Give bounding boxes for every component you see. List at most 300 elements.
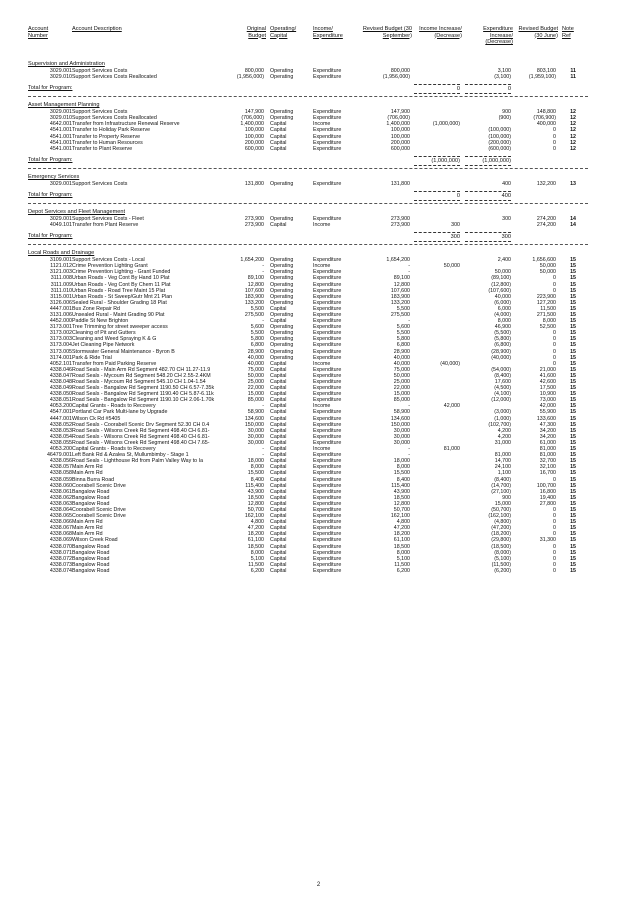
- cell-operating-capital: Capital: [270, 464, 287, 471]
- cell-account-number: 4338.060: [49, 482, 72, 489]
- cell-income-expenditure: Income: [313, 263, 331, 270]
- program-total-row: [28, 155, 612, 165]
- cell-expenditure-increase: (6,200): [494, 567, 511, 574]
- cell-revised-budget: 8,400: [396, 476, 410, 483]
- cell-revised-budget-june: 42,600: [539, 379, 556, 385]
- cell-expenditure-increase: 15,000: [494, 500, 511, 507]
- cell-expenditure-increase: 900: [502, 109, 511, 116]
- cell-expenditure-increase: (89,100): [491, 275, 511, 282]
- cell-account-description: Road Seals - Lighthouse Rd from Palm Valley Way to Ia: [72, 458, 204, 465]
- cell-account-description: Transfer to Plant Reserve: [72, 145, 133, 152]
- cell-original-budget: 100,000: [244, 133, 264, 140]
- cell-revised-budget-june: 47,300: [539, 421, 556, 428]
- cell-expenditure-increase: 24,100: [494, 464, 511, 471]
- cell-original-budget: 15,500: [247, 470, 264, 477]
- cell-account-description: Tree Trimming for street sweeper access: [72, 324, 168, 331]
- cell-income-expenditure: Expenditure: [313, 555, 342, 562]
- cell-income-expenditure: Expenditure: [313, 415, 342, 422]
- cell-account-description: Road Seals - Wilsons Creek Rd Segment 498.40 CH 7.65-: [72, 439, 210, 446]
- cell-revised-budget-june: 0: [553, 354, 556, 361]
- cell-revised-budget: 100,000: [390, 133, 410, 140]
- cell-revised-budget-june: 0: [553, 336, 556, 343]
- cell-revised-budget: 15,000: [393, 391, 410, 398]
- cell-note-ref: 15: [570, 458, 576, 465]
- cell-account-description: Transfer from Plant Reserve: [72, 222, 139, 229]
- cell-operating-capital: Capital: [270, 531, 287, 538]
- cell-revised-budget: 131,800: [390, 180, 410, 187]
- cell-account-description: Road Seals - Bangalow Rd Segment 1190.40 CH 5.87-6.11k: [72, 391, 214, 398]
- cell-account-description: Coorabell Scenic Drive: [72, 482, 126, 489]
- cell-revised-budget-june: 274,200: [536, 215, 556, 222]
- cell-revised-budget-june: 42,000: [539, 403, 556, 410]
- cell-revised-budget-june: 0: [553, 127, 556, 134]
- cell-account-number: 4052.101: [49, 360, 72, 367]
- cell-note-ref: 15: [570, 561, 576, 568]
- cell-operating-capital: Capital: [270, 537, 287, 544]
- cell-expenditure-increase: 50,000: [494, 269, 511, 276]
- total-expenditure: 400: [465, 191, 511, 201]
- cell-account-number: 4541.001: [49, 145, 72, 152]
- cell-revised-budget-june: 16,700: [539, 470, 556, 477]
- table-row: [28, 146, 612, 152]
- cell-expenditure-increase: (40,000): [491, 354, 511, 361]
- cell-revised-budget-june: 0: [553, 342, 556, 349]
- cell-revised-budget: -: [408, 452, 410, 459]
- cell-revised-budget: 89,100: [393, 275, 410, 282]
- header-revised-budget-june: Revised Budget (30 June): [518, 26, 558, 39]
- cell-original-budget: 147,900: [244, 109, 264, 116]
- cell-original-budget: 61,100: [247, 537, 264, 544]
- cell-account-description: Transfer to Human Resources: [72, 139, 143, 146]
- cell-original-budget: 200,000: [244, 139, 264, 146]
- cell-account-number: 4053.200: [49, 403, 72, 410]
- cell-account-description: Road Seals - Main Arm Rd Segment 482.70 CH 11.27-11.9: [72, 366, 211, 373]
- cell-operating-capital: Operating: [270, 336, 294, 343]
- cell-note-ref: 15: [570, 500, 576, 507]
- cell-revised-budget: 1,400,000: [386, 121, 410, 128]
- cell-revised-budget: 162,100: [390, 513, 410, 520]
- cell-account-description: Bangalow Road: [72, 549, 110, 556]
- cell-account-description: Sealed Rural - Shoulder Grading 18 Plat: [72, 299, 167, 306]
- cell-income-expenditure: Expenditure: [313, 494, 342, 501]
- cell-note-ref: 15: [570, 525, 576, 532]
- total-expenditure: 300: [465, 232, 511, 242]
- cell-revised-budget: 18,500: [393, 543, 410, 550]
- cell-note-ref: 15: [570, 421, 576, 428]
- cell-operating-capital: Operating: [270, 74, 294, 81]
- cell-expenditure-increase: (107,600): [488, 287, 511, 294]
- cell-note-ref: 15: [570, 397, 576, 404]
- cell-operating-capital: Capital: [270, 397, 287, 404]
- cell-operating-capital: Capital: [270, 318, 287, 325]
- cell-account-description: Urban Roads - Veg Cont By Hand 10 Plat: [72, 275, 170, 282]
- cell-operating-capital: Capital: [270, 439, 287, 446]
- cell-original-budget: 133,200: [244, 299, 264, 306]
- cell-note-ref: 15: [570, 476, 576, 483]
- cell-expenditure-increase: 2,400: [497, 257, 511, 264]
- cell-account-number: 3111.008: [50, 275, 72, 282]
- cell-note-ref: 15: [570, 470, 576, 477]
- cell-income-expenditure: Expenditure: [313, 299, 342, 306]
- cell-account-number: 4338.071: [49, 549, 72, 556]
- cell-operating-capital: Capital: [270, 433, 287, 440]
- cell-note-ref: 14: [570, 215, 576, 222]
- cell-original-budget: 18,200: [247, 531, 264, 538]
- cell-account-number: 4338.073: [49, 561, 72, 568]
- cell-operating-capital: Capital: [270, 555, 287, 562]
- cell-income-expenditure: Income: [313, 222, 331, 229]
- cell-revised-budget-june: 0: [553, 549, 556, 556]
- cell-original-budget: 273,900: [244, 222, 264, 229]
- cell-revised-budget-june: 132,200: [536, 180, 556, 187]
- cell-income-expenditure: Expenditure: [313, 330, 342, 337]
- cell-operating-capital: Operating: [270, 330, 294, 337]
- cell-original-budget: 89,100: [247, 275, 264, 282]
- cell-account-number: 4338.058: [49, 470, 72, 477]
- cell-original-budget: 5,600: [250, 324, 264, 331]
- cell-original-budget: 100,000: [244, 127, 264, 134]
- cell-original-budget: 6,800: [250, 342, 264, 349]
- cell-operating-capital: Operating: [270, 275, 294, 282]
- cell-revised-budget-june: 274,200: [536, 222, 556, 229]
- cell-revised-budget: 273,900: [390, 222, 410, 229]
- cell-income-expenditure: Expenditure: [313, 488, 342, 495]
- cell-revised-budget-june: 8,000: [542, 318, 556, 325]
- table-row: [28, 222, 612, 228]
- cell-revised-budget-june: 0: [553, 330, 556, 337]
- cell-original-budget: 40,000: [247, 360, 264, 367]
- cell-operating-capital: Operating: [270, 354, 294, 361]
- cell-account-number: 4338.050: [49, 391, 72, 398]
- cell-expenditure-increase: (12,800): [491, 281, 511, 288]
- cell-expenditure-increase: (1,000): [494, 415, 511, 422]
- cell-revised-budget-june: 17,500: [539, 385, 556, 392]
- cell-account-description: Capital Grants - Roads to Recovery: [72, 446, 156, 453]
- cell-note-ref: 13: [570, 180, 576, 187]
- cell-operating-capital: Capital: [270, 127, 287, 134]
- cell-revised-budget-june: 41,600: [539, 372, 556, 379]
- cell-expenditure-increase: (5,500): [494, 330, 511, 337]
- cell-account-description: Road Seals - Wilsons Creek Rd Segment 498.40 CH 6.81-: [72, 427, 210, 434]
- cell-revised-budget-june: 0: [553, 145, 556, 152]
- cell-note-ref: 15: [570, 372, 576, 379]
- cell-account-number: 3174.001: [49, 354, 72, 361]
- cell-original-budget: -: [262, 318, 264, 325]
- cell-account-description: Main Arm Rd: [72, 470, 103, 477]
- cell-revised-budget-june: 61,000: [539, 439, 556, 446]
- cell-operating-capital: Capital: [270, 379, 287, 385]
- cell-revised-budget-june: 55,900: [539, 409, 556, 416]
- cell-expenditure-increase: (5,800): [494, 336, 511, 343]
- total-expenditure: (1,000,000): [465, 156, 511, 166]
- cell-revised-budget-june: 0: [553, 133, 556, 140]
- cell-operating-capital: Operating: [270, 299, 294, 306]
- cell-original-budget: 162,100: [244, 513, 264, 520]
- cell-income-expenditure: Expenditure: [313, 561, 342, 568]
- cell-income-expenditure: Expenditure: [313, 372, 342, 379]
- cell-revised-budget-june: 148,800: [536, 109, 556, 116]
- section-title: Supervision and Administration: [28, 61, 105, 67]
- cell-original-budget: 43,900: [247, 488, 264, 495]
- cell-account-number: 3173.004: [49, 342, 72, 349]
- cell-note-ref: 12: [570, 109, 576, 116]
- cell-revised-budget: 5,800: [396, 336, 410, 343]
- cell-revised-budget: 8,000: [396, 464, 410, 471]
- cell-income-expenditure: Expenditure: [313, 482, 342, 489]
- cell-note-ref: 15: [570, 433, 576, 440]
- cell-revised-budget: 200,000: [390, 139, 410, 146]
- header-note-ref: Note Ref: [562, 26, 574, 39]
- cell-account-description: Support Services Costs: [72, 180, 128, 187]
- cell-expenditure-increase: (8,000): [494, 549, 511, 556]
- section-title: Asset Management Planning: [28, 102, 100, 109]
- cell-note-ref: 15: [570, 519, 576, 526]
- cell-revised-budget-june: 803,100: [536, 68, 556, 74]
- cell-original-budget: 5,100: [250, 555, 264, 562]
- cell-original-budget: 800,000: [244, 68, 264, 74]
- cell-operating-capital: Operating: [270, 281, 294, 288]
- cell-income-expenditure: Expenditure: [313, 427, 342, 434]
- cell-note-ref: 15: [570, 366, 576, 373]
- cell-expenditure-increase: 31,000: [494, 439, 511, 446]
- cell-note-ref: 15: [570, 427, 576, 434]
- cell-revised-budget: 22,000: [393, 385, 410, 392]
- cell-note-ref: 12: [570, 133, 576, 140]
- cell-revised-budget: 30,000: [393, 439, 410, 446]
- cell-income-expenditure: Expenditure: [313, 180, 342, 187]
- cell-revised-budget-june: 32,700: [539, 458, 556, 465]
- cell-expenditure-increase: (28,900): [491, 348, 511, 355]
- cell-revised-budget: 61,100: [393, 537, 410, 544]
- cell-note-ref: 15: [570, 531, 576, 538]
- cell-account-description: Support Services Costs - Local: [72, 257, 145, 264]
- cell-operating-capital: Operating: [270, 180, 294, 187]
- cell-original-budget: 30,000: [247, 439, 264, 446]
- cell-revised-budget: 150,000: [390, 421, 410, 428]
- cell-account-number: 3029.001: [49, 68, 72, 74]
- cell-revised-budget-june: 32,100: [539, 464, 556, 471]
- cell-operating-capital: Operating: [270, 109, 294, 116]
- cell-operating-capital: Operating: [270, 269, 294, 276]
- cell-revised-budget: 147,900: [390, 109, 410, 116]
- cell-note-ref: 15: [570, 299, 576, 306]
- cell-note-ref: 15: [570, 348, 576, 355]
- cell-account-number: 3029.010: [49, 115, 72, 122]
- cell-note-ref: 15: [570, 336, 576, 343]
- cell-note-ref: 12: [570, 139, 576, 146]
- cell-expenditure-increase: 400: [502, 180, 511, 187]
- cell-note-ref: 15: [570, 494, 576, 501]
- cell-revised-budget-june: 52,500: [539, 324, 556, 331]
- cell-account-description: Crime Prevention Lighting Grant: [72, 263, 148, 270]
- cell-account-number: 4338.048: [49, 379, 72, 385]
- cell-income-expenditure: Expenditure: [313, 215, 342, 222]
- cell-income-expenditure: Expenditure: [313, 476, 342, 483]
- cell-note-ref: 15: [570, 360, 576, 367]
- cell-note-ref: 15: [570, 439, 576, 446]
- cell-note-ref: 15: [570, 311, 576, 318]
- cell-revised-budget-june: 0: [553, 139, 556, 146]
- cell-original-budget: 115,400: [245, 482, 264, 489]
- cell-account-description: Urban Roads - Veg Cont By Chem 11 Plat: [72, 281, 171, 288]
- cell-account-number: 4338.047: [49, 372, 72, 379]
- cell-account-number: 4642.001: [49, 121, 72, 128]
- cell-account-description: Main Arm Rd: [72, 531, 103, 538]
- cell-operating-capital: Capital: [270, 500, 287, 507]
- cell-income-expenditure: Expenditure: [313, 287, 342, 294]
- cell-account-description: Transfer from Infrastructure Renewal Reserve: [72, 121, 180, 128]
- table-row: [28, 181, 612, 187]
- total-label: Total for Program:: [28, 191, 73, 198]
- cell-account-number: 4338.070: [49, 543, 72, 550]
- cell-income-expenditure: Expenditure: [313, 133, 342, 140]
- cell-note-ref: 15: [570, 409, 576, 416]
- cell-account-description: Main Arm Rd: [72, 525, 103, 532]
- cell-income-expenditure: Expenditure: [313, 257, 342, 264]
- cell-original-budget: 18,000: [247, 458, 264, 465]
- cell-income-expenditure: Expenditure: [313, 567, 342, 574]
- table-header: [28, 26, 612, 56]
- cell-revised-budget: 183,900: [390, 293, 410, 300]
- cell-operating-capital: Operating: [270, 348, 294, 355]
- cell-income-expenditure: Income: [313, 403, 331, 410]
- cell-revised-budget-june: 133,600: [536, 415, 556, 422]
- cell-revised-budget: 5,500: [396, 330, 410, 337]
- cell-note-ref: 15: [570, 330, 576, 337]
- cell-income-expenditure: Income: [313, 360, 331, 367]
- cell-income-expenditure: Expenditure: [313, 421, 342, 428]
- cell-note-ref: 11: [570, 68, 576, 74]
- cell-revised-budget: 28,900: [393, 348, 410, 355]
- cell-original-budget: 75,000: [247, 366, 264, 373]
- cell-account-description: Road Seals - Bangalow Rd Segment 1190.50 CH 6.57-7.35k: [72, 385, 215, 392]
- cell-account-number: 4338.051: [49, 397, 72, 404]
- table-row: [28, 74, 612, 80]
- cell-revised-budget: 8,000: [396, 549, 410, 556]
- cell-revised-budget: 58,900: [393, 409, 410, 416]
- cell-note-ref: 15: [570, 567, 576, 574]
- cell-note-ref: 15: [570, 446, 576, 453]
- cell-operating-capital: Operating: [270, 287, 294, 294]
- cell-original-budget: 50,700: [247, 506, 264, 513]
- cell-revised-budget: 47,200: [393, 525, 410, 532]
- cell-account-description: Support Services Costs: [72, 68, 128, 74]
- cell-expenditure-increase: 1,100: [497, 470, 511, 477]
- cell-note-ref: 12: [570, 121, 576, 128]
- cell-income-expenditure: Expenditure: [313, 318, 342, 325]
- cell-note-ref: 15: [570, 342, 576, 349]
- cell-note-ref: 15: [570, 488, 576, 495]
- cell-note-ref: 15: [570, 464, 576, 471]
- header-expenditure-increase: Expenditure Increase/ (Decrease): [483, 26, 513, 45]
- page-number: 2: [316, 882, 321, 888]
- cell-operating-capital: Capital: [270, 513, 287, 520]
- cell-account-number: 4338.068: [49, 531, 72, 538]
- cell-account-description: Bangalow Road: [72, 500, 110, 507]
- section-divider: [28, 203, 588, 204]
- cell-operating-capital: Capital: [270, 139, 287, 146]
- cell-income-increase: 50,000: [443, 263, 460, 270]
- cell-revised-budget-june: 0: [553, 281, 556, 288]
- cell-income-expenditure: Expenditure: [313, 500, 342, 507]
- cell-original-budget: 600,000: [244, 145, 264, 152]
- cell-original-budget: 275,500: [244, 311, 264, 318]
- cell-expenditure-increase: (162,100): [488, 513, 511, 520]
- cell-revised-budget: 275,500: [390, 311, 410, 318]
- cell-account-number: 3111.009: [50, 281, 72, 288]
- cell-account-description: Portland Car Park Multi-lane by Upgrade: [72, 409, 168, 416]
- cell-revised-budget-june: 0: [553, 531, 556, 538]
- cell-operating-capital: Capital: [270, 452, 287, 459]
- cell-operating-capital: Capital: [270, 446, 287, 453]
- cell-note-ref: 15: [570, 403, 576, 410]
- cell-revised-budget-june: 0: [553, 567, 556, 574]
- cell-note-ref: 15: [570, 482, 576, 489]
- cell-income-increase: (1,000,000): [432, 121, 460, 128]
- cell-operating-capital: Operating: [270, 293, 294, 300]
- cell-note-ref: 15: [570, 379, 576, 385]
- cell-note-ref: 15: [570, 354, 576, 361]
- cell-revised-budget-june: 0: [553, 561, 556, 568]
- cell-operating-capital: Capital: [270, 427, 287, 434]
- cell-original-budget: 5,800: [250, 336, 264, 343]
- cell-revised-budget-june: 81,000: [539, 452, 556, 459]
- cell-revised-budget-june: 34,200: [539, 433, 556, 440]
- cell-note-ref: 15: [570, 318, 576, 325]
- cell-account-description: Unsealed Rural - Maint Grading 90 Plat: [72, 311, 165, 318]
- cell-income-expenditure: Expenditure: [313, 68, 342, 74]
- cell-revised-budget: 107,600: [390, 287, 410, 294]
- cell-revised-budget: 1,654,200: [386, 257, 410, 264]
- cell-revised-budget-june: 50,000: [539, 269, 556, 276]
- cell-account-description: Cleaning of Pit and Gutters: [72, 330, 136, 337]
- cell-original-budget: -: [262, 452, 264, 459]
- cell-original-budget: 1,654,200: [240, 257, 264, 264]
- header-revised-budget: Revised Budget (30 September): [362, 26, 412, 39]
- section-divider: [28, 96, 588, 97]
- cell-note-ref: 15: [570, 305, 576, 312]
- cell-account-description: Coorabell Scenic Drive: [72, 513, 126, 520]
- cell-income-increase: 300: [451, 222, 460, 229]
- cell-account-description: Park & Ride Trial: [72, 354, 112, 361]
- cell-account-description: Road Seals - Mycoum Rd Segment 545.10 CH 1.04-1.54: [72, 379, 206, 385]
- cell-revised-budget: -: [408, 318, 410, 325]
- total-income: 0: [414, 191, 460, 201]
- cell-account-description: Road Seals - Coorabell Scenic Drv Segment 52.30 CH 0.4: [72, 421, 210, 428]
- cell-income-expenditure: Expenditure: [313, 513, 342, 520]
- cell-account-number: 4338.064: [49, 506, 72, 513]
- cell-note-ref: 15: [570, 543, 576, 550]
- cell-note-ref: 15: [570, 506, 576, 513]
- cell-expenditure-increase: (27,100): [491, 488, 511, 495]
- cell-revised-budget-june: 0: [553, 513, 556, 520]
- cell-revised-budget-june: 73,000: [539, 397, 556, 404]
- cell-account-description: Crime Prevention Lighting - Grant Funded: [72, 269, 171, 276]
- cell-original-budget: 107,600: [244, 287, 264, 294]
- report-page: [28, 26, 612, 574]
- cell-account-number: 4452.000: [49, 318, 72, 325]
- cell-revised-budget-june: 0: [553, 519, 556, 526]
- cell-expenditure-increase: (54,000): [491, 366, 511, 373]
- cell-operating-capital: Capital: [270, 372, 287, 379]
- cell-original-budget: 12,800: [247, 500, 264, 507]
- cell-expenditure-increase: (4,100): [494, 391, 511, 398]
- cell-account-description: Urban Roads - Road Tree Maint 15 Plat: [72, 287, 166, 294]
- cell-revised-budget: -: [408, 263, 410, 270]
- cell-revised-budget: -: [408, 269, 410, 276]
- cell-account-number: 3111.010: [50, 287, 72, 294]
- cell-revised-budget: 5,100: [396, 555, 410, 562]
